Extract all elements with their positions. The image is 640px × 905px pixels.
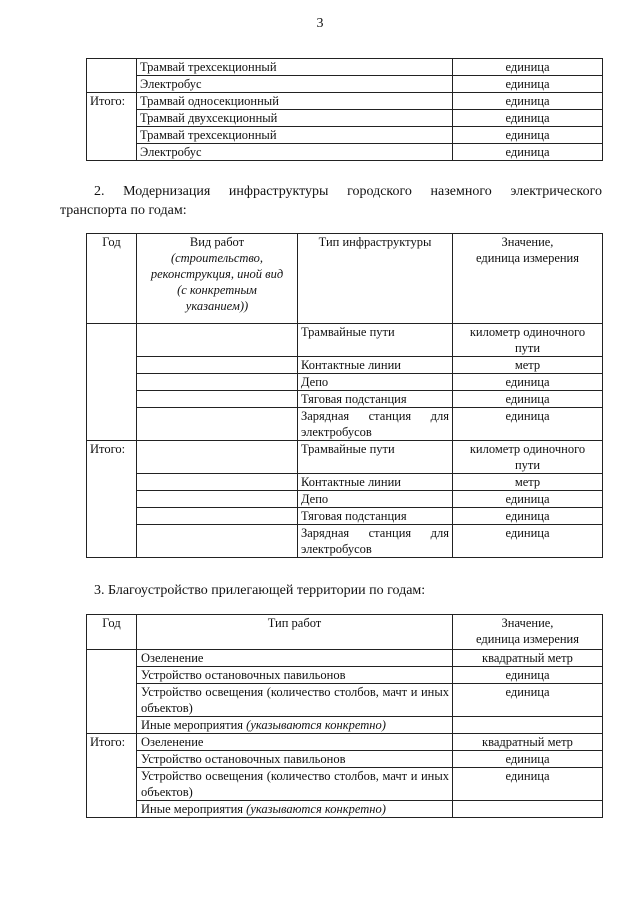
table-row	[87, 525, 603, 558]
table-row	[87, 127, 603, 144]
table-row	[87, 408, 603, 441]
table-cell: Трамвайные пути	[298, 441, 453, 474]
other-work-note: (указываются конкретно)	[246, 802, 386, 816]
table-cell	[137, 441, 298, 474]
table-cell	[137, 357, 298, 374]
table-cell: Трамвай двухсекционный	[137, 110, 453, 127]
table-cell	[137, 408, 298, 441]
table-cell: Контактные линии	[298, 357, 453, 374]
table-cell	[87, 650, 137, 734]
table-row	[87, 374, 603, 391]
table-cell	[87, 59, 137, 93]
table-cell	[137, 324, 298, 357]
table-cell: единица	[453, 508, 603, 525]
table-row	[87, 59, 603, 76]
table-cell	[137, 508, 298, 525]
table-row	[87, 508, 603, 525]
table-cell: Трамвай односекционный	[137, 93, 453, 110]
table-cell	[87, 324, 137, 441]
table-cell: Трамвай трехсекционный	[137, 127, 453, 144]
table-cell: Депо	[298, 374, 453, 391]
table-row	[87, 801, 603, 818]
other-work-note: (указываются конкретно)	[246, 718, 386, 732]
table-row	[87, 357, 603, 374]
table-row	[87, 491, 603, 508]
header-work-type	[137, 234, 298, 324]
table-cell: единица	[453, 144, 603, 161]
table-cell: единица	[453, 491, 603, 508]
table-cell: единица	[453, 751, 603, 768]
vehicles-table	[86, 58, 603, 161]
table-cell: Устройство остановочных павильонов	[137, 667, 453, 684]
table-cell: единица	[453, 408, 603, 441]
table-row	[87, 717, 603, 734]
table-cell: километр одиночного пути	[453, 441, 603, 474]
table-cell: единица	[453, 684, 603, 717]
table-cell: квадратный метр	[453, 650, 603, 667]
table-cell	[137, 374, 298, 391]
header-work-type-label: Вид работ	[189, 235, 245, 249]
infrastructure-table	[86, 233, 603, 558]
table-cell: единица	[453, 76, 603, 93]
table-header-row	[87, 615, 603, 650]
table-cell: Электробус	[137, 144, 453, 161]
table-row	[87, 391, 603, 408]
table-cell	[453, 717, 603, 734]
table-cell: единица	[453, 667, 603, 684]
table-cell	[137, 801, 453, 818]
table-cell: единица	[453, 768, 603, 801]
table-cell: километр одиночного пути	[453, 324, 603, 357]
header-year: Год	[87, 615, 137, 650]
table-cell: Депо	[298, 491, 453, 508]
table-cell: Тяговая подстанция	[298, 391, 453, 408]
section3-heading: 3. Благоустройство прилегающей территории по годам:	[94, 583, 426, 598]
table-cell: Трамвайные пути	[298, 324, 453, 357]
section2-heading	[60, 182, 602, 220]
table-cell: Озеленение	[137, 734, 453, 751]
table-row	[87, 751, 603, 768]
table-cell: Устройство освещения (количество столбов, мачт и иных объектов)	[137, 768, 453, 801]
table-cell: Зарядная станция для электробусов	[298, 525, 453, 558]
header-value-unit: единица измерения	[475, 632, 579, 646]
table-cell: Трамвай трехсекционный	[137, 59, 453, 76]
table-row	[87, 684, 603, 717]
table-row	[87, 734, 603, 751]
header-year: Год	[87, 234, 137, 324]
table-row	[87, 144, 603, 161]
table-row	[87, 650, 603, 667]
other-work-label: Иные мероприятия	[141, 718, 244, 732]
table-cell	[137, 525, 298, 558]
header-value	[453, 234, 603, 324]
table-cell: метр	[453, 357, 603, 374]
table-cell	[453, 801, 603, 818]
section2-heading-line2: транспорта по годам:	[60, 203, 187, 218]
header-value-label: Значение,	[501, 616, 554, 630]
table-cell: единица	[453, 110, 603, 127]
other-work-label: Иные мероприятия	[141, 802, 244, 816]
header-value-label: Значение,	[501, 235, 554, 249]
header-infra-type: Тип инфраструктуры	[298, 234, 453, 324]
table-row	[87, 76, 603, 93]
table-row	[87, 110, 603, 127]
table-cell: Устройство остановочных павильонов	[137, 751, 453, 768]
header-work-type: Тип работ	[137, 615, 453, 650]
table-cell: Озеленение	[137, 650, 453, 667]
section2-heading-line1: 2. Модернизация инфраструктуры городского наземного электрического	[94, 184, 602, 199]
header-value-unit: единица измерения	[475, 251, 579, 265]
table-row	[87, 93, 603, 110]
table-cell: Зарядная станция для электробусов	[298, 408, 453, 441]
table-cell: Контактные линии	[298, 474, 453, 491]
table-cell: единица	[453, 391, 603, 408]
table-cell: единица	[453, 59, 603, 76]
improvement-table	[86, 614, 603, 818]
header-work-type-note: (строительство, реконструкция, иной вид (с конкретным указанием))	[150, 251, 284, 313]
table-row	[87, 667, 603, 684]
table-cell	[137, 717, 453, 734]
table-cell	[137, 391, 298, 408]
table-row	[87, 768, 603, 801]
table-cell: Устройство освещения (количество столбов, мачт и иных объектов)	[137, 684, 453, 717]
table-cell	[137, 474, 298, 491]
table-cell: единица	[453, 374, 603, 391]
table-cell: единица	[453, 525, 603, 558]
table-cell: единица	[453, 93, 603, 110]
table-row	[87, 474, 603, 491]
table-cell: метр	[453, 474, 603, 491]
itogo-label: Итого:	[87, 734, 137, 818]
table-cell: единица	[453, 127, 603, 144]
itogo-label: Итого:	[87, 441, 137, 558]
table-row	[87, 441, 603, 474]
table-cell: квадратный метр	[453, 734, 603, 751]
table-header-row	[87, 234, 603, 324]
table-row	[87, 324, 603, 357]
page-number: 3	[316, 16, 324, 31]
itogo-label: Итого:	[87, 93, 137, 161]
table-cell: Электробус	[137, 76, 453, 93]
table-cell: Тяговая подстанция	[298, 508, 453, 525]
table-cell	[137, 491, 298, 508]
header-value	[453, 615, 603, 650]
